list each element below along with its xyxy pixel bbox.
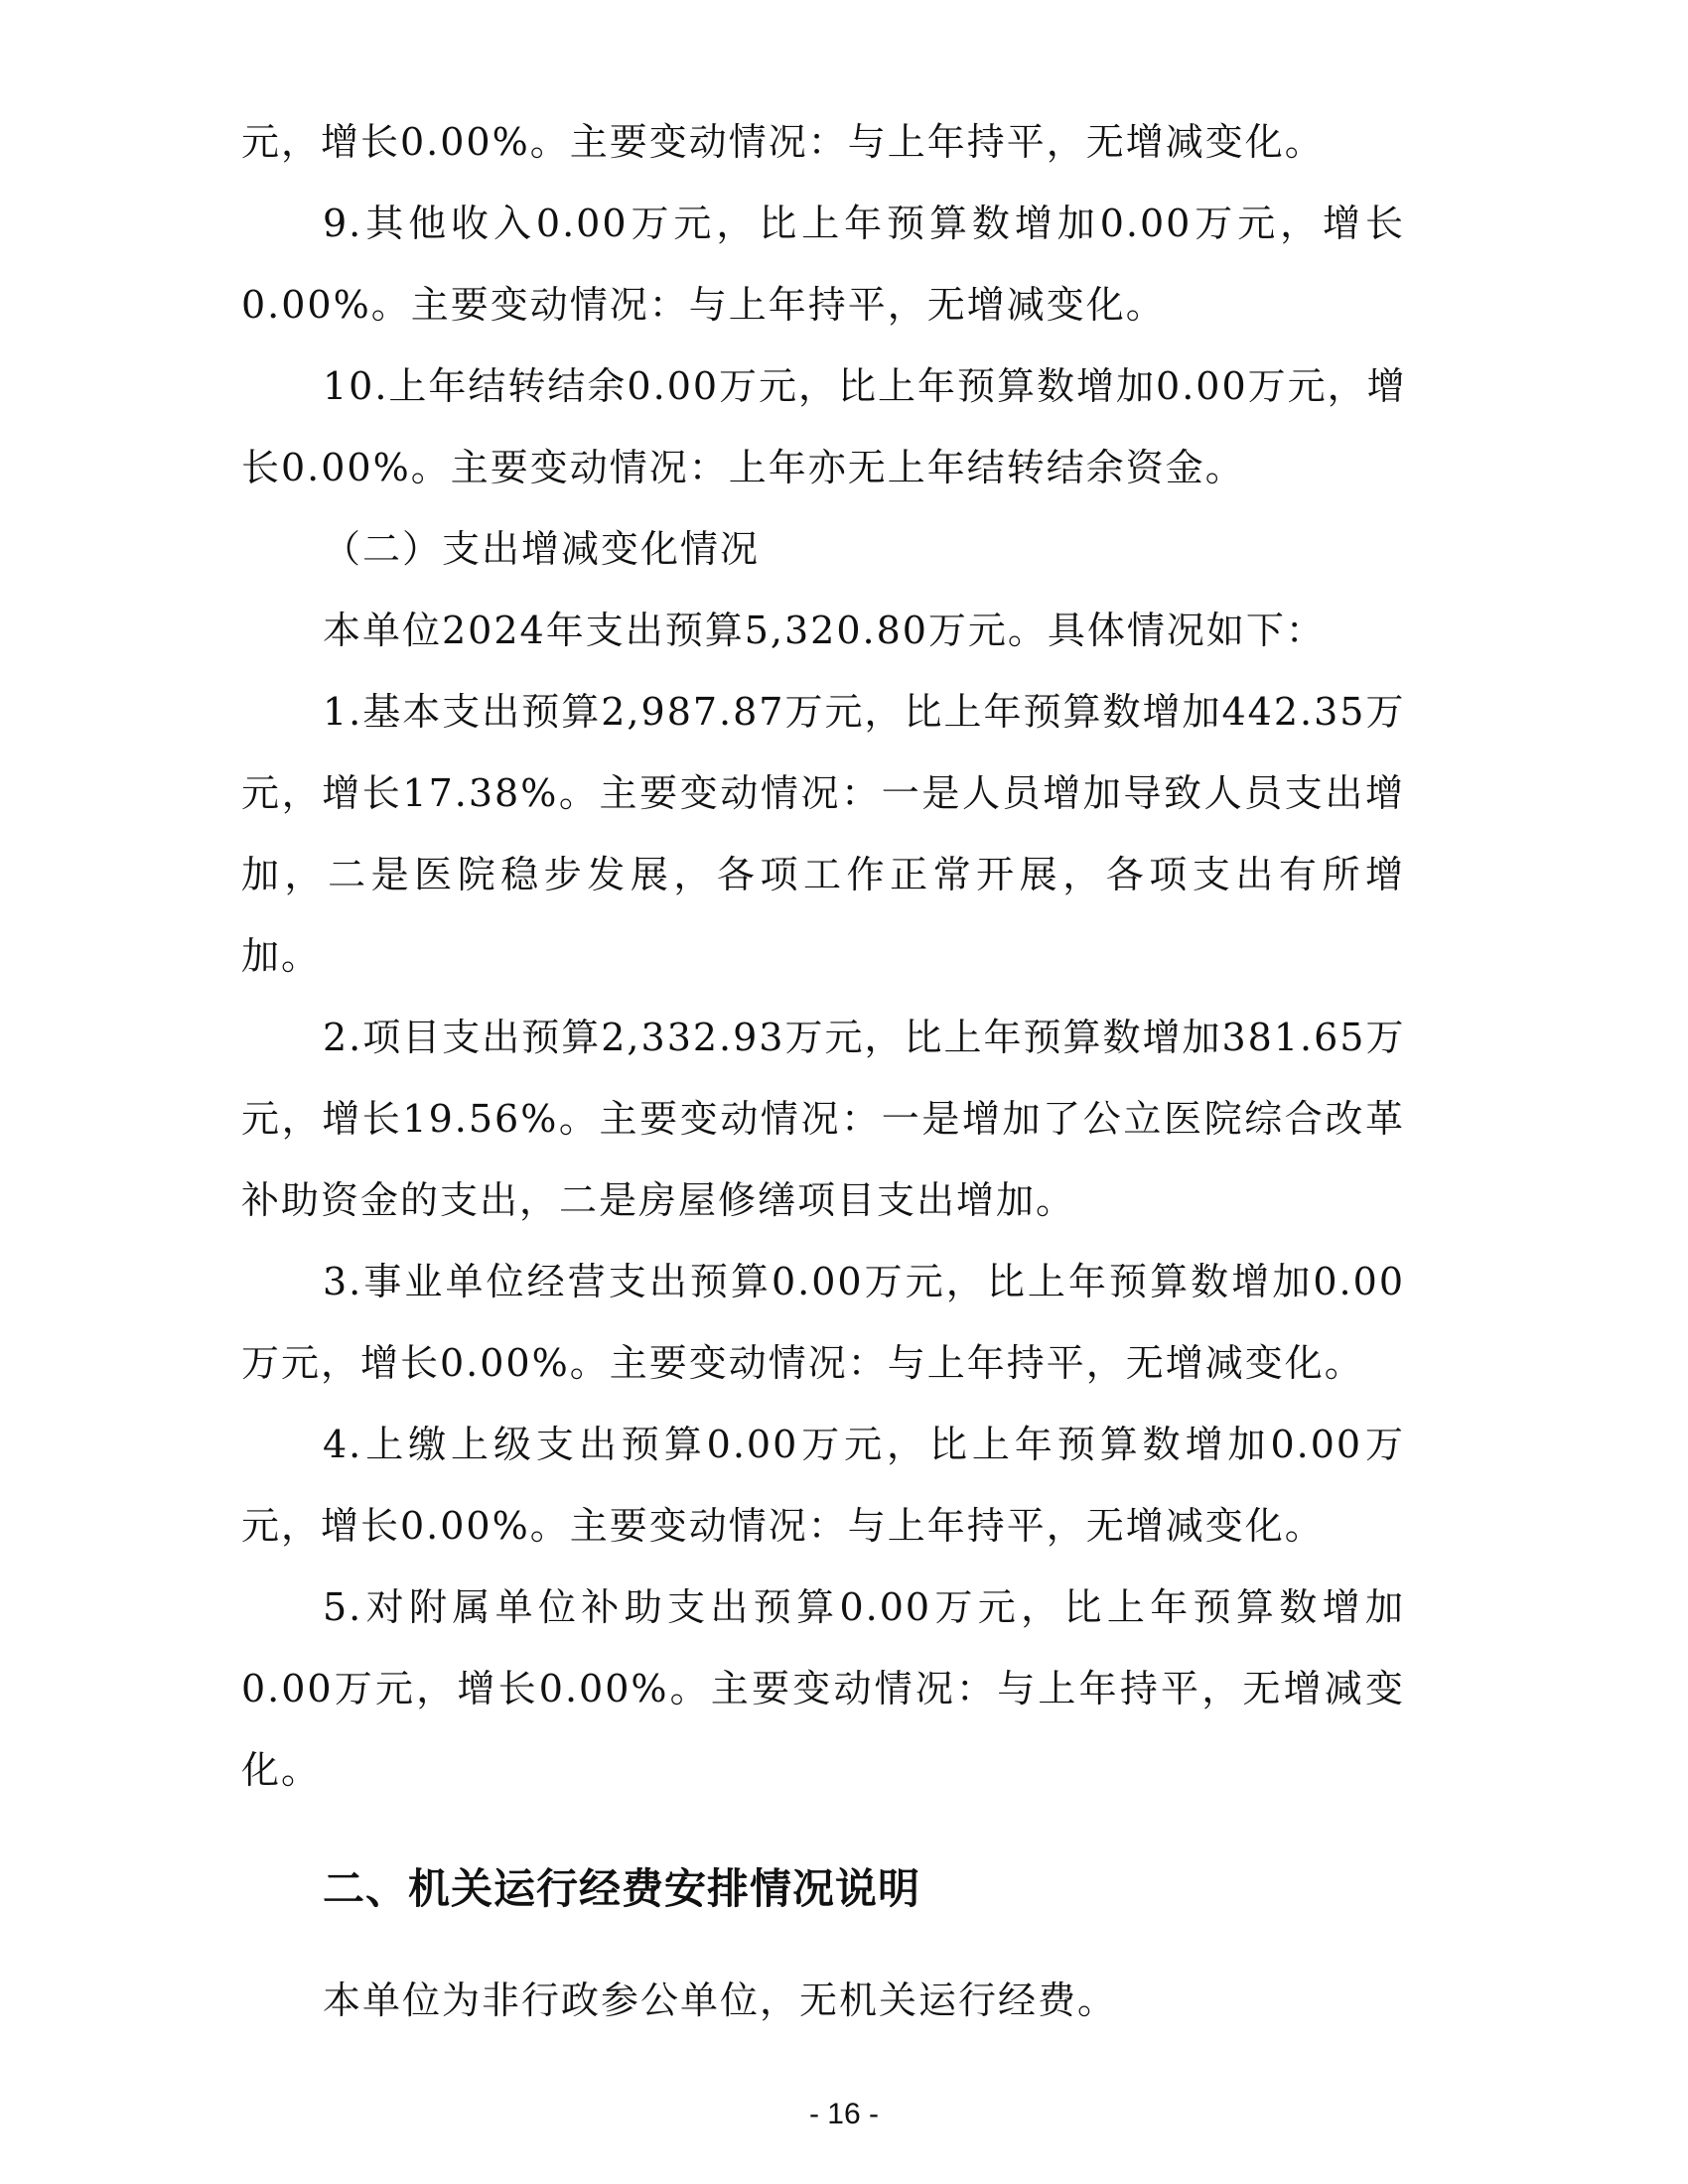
text-line: 长0.00%。主要变动情况：上年亦无上年结转结余资金。 [241,446,1245,489]
text-line: 加，二是医院稳步发展，各项工作正常开展，各项支出有所增 [241,853,1405,896]
text-line: 9.其他收入0.00万元，比上年预算数增加0.00万元，增长 [323,202,1405,245]
text-line: 加。 [241,934,322,978]
text-line: 元，增长17.38%。主要变动情况：一是人员增加导致人员支出增 [241,771,1405,815]
section-heading: 二、机关运行经费安排情况说明 [323,1864,921,1913]
text-line: 元，增长0.00%。主要变动情况：与上年持平，无增减变化。 [241,120,1325,164]
text-line: 3.事业单位经营支出预算0.00万元，比上年预算数增加0.00 [323,1260,1405,1303]
text-line: 1.基本支出预算2,987.87万元，比上年预算数增加442.35万 [323,690,1406,734]
section-body-paragraph: 本单位为非行政参公单位，无机关运行经费。 [323,1979,1118,2022]
text-line: 本单位2024年支出预算5,320.80万元。具体情况如下： [323,609,1326,652]
text-line: 0.00%。主要变动情况：与上年持平，无增减变化。 [241,283,1166,327]
text-line: 0.00万元，增长0.00%。主要变动情况：与上年持平，无增减变 [241,1667,1405,1710]
text-line: 2.项目支出预算2,332.93万元，比上年预算数增加381.65万 [323,1016,1406,1059]
text-line: 补助资金的支出，二是房屋修缮项目支出增加。 [241,1178,1076,1222]
text-line: 元，增长19.56%。主要变动情况：一是增加了公立医院综合改革 [241,1097,1405,1141]
text-line: （二）支出增减变化情况 [323,527,761,571]
text-line: 5.对附属单位补助支出预算0.00万元，比上年预算数增加 [323,1585,1405,1629]
text-line: 化。 [241,1748,322,1792]
page-number: - 16 - [808,2098,880,2130]
text-line: 万元，增长0.00%。主要变动情况：与上年持平，无增减变化。 [241,1341,1364,1385]
text-line: 元，增长0.00%。主要变动情况：与上年持平，无增减变化。 [241,1504,1325,1548]
text-line: 10.上年结转结余0.00万元，比上年预算数增加0.00万元，增 [323,364,1407,408]
text-line: 4.上缴上级支出预算0.00万元，比上年预算数增加0.00万 [323,1423,1405,1466]
